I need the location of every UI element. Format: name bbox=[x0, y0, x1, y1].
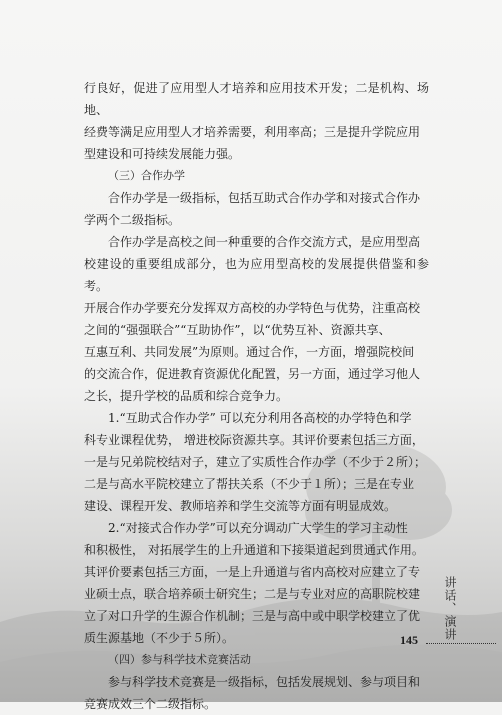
text-line: 二是与高水平院校建立了帮扶关系（不少于１所）；三是在专业 bbox=[84, 477, 415, 491]
text-line: 建设、课程开发、教师培养和学生交流等方面有明显成效。 bbox=[84, 499, 397, 513]
text-line: 之长，提升学校的品质和综合竞争力。 bbox=[84, 389, 289, 403]
body-text bbox=[84, 77, 429, 715]
text-line: 型建设和可持续发展能力强。 bbox=[84, 147, 241, 161]
text-line: 互惠互利、共同发展”为原则。通过合作，一方面，增强院校间 bbox=[84, 345, 415, 359]
text-line: 竞赛成效三个二级指标。 bbox=[84, 697, 217, 711]
text-line: 校建设的重要组成部分，也为应用型高校的发展提供借鉴和参考。 bbox=[84, 257, 429, 293]
text-line: 之间的“强强联合”“互助协作”，以“优势互补、资源共享、 bbox=[84, 323, 391, 337]
text-line: 学两个二级指标。 bbox=[84, 213, 181, 227]
text-line: 合作办学是高校之间一种重要的合作交流方式，是应用型高 bbox=[108, 235, 421, 249]
section-heading: （四）参与科学技术竞赛活动 bbox=[108, 653, 251, 666]
text-line: 和积极性， 对拓展学生的上升通道和下接渠道起到贯通式作用。 bbox=[84, 543, 424, 557]
text-line: 立了对口升学的生源合作机制；三是与高中或中职学校建立了优 bbox=[84, 609, 421, 623]
text-line: 的交流合作，促进教育资源优化配置，另一方面，通过学习他人 bbox=[84, 367, 421, 381]
text-line: 行良好，促进了应用型人才培养和应用技术开发；二是机构、场地、 bbox=[84, 81, 429, 117]
text-line: 一是与兄弟院校结对子，建立了实质性合作办学（不少于２所）； bbox=[84, 455, 427, 469]
page-number-leader bbox=[426, 643, 496, 644]
text-line: 质生源基地（不少于５所）。 bbox=[84, 631, 235, 645]
text-line: 2.“对接式合作办学”可以充分调动广大学生的学习主动性 bbox=[108, 521, 408, 535]
text-line: 其评价要素包括三方面，一是上升通道与省内高校对应建立了专 bbox=[84, 565, 421, 579]
text-line: 经费等满足应用型人才培养需要，利用率高；三是提升学院应用 bbox=[84, 125, 421, 139]
chapter-side-tab: 讲话、演讲 bbox=[443, 576, 457, 641]
section-heading: （三）合作办学 bbox=[108, 169, 185, 182]
text-line: 开展合作办学要充分发挥双方高校的办学特色与优势，注重高校 bbox=[84, 301, 421, 315]
text-line: 科专业课程优势， 增进校际资源共享。其评价要素包括三方面， bbox=[84, 433, 424, 447]
text-line: 业硕士点，联合培养硕士研究生；二是与专业对应的高职院校建 bbox=[84, 587, 421, 601]
text-line: 合作办学是一级指标，包括互助式合作办学和对接式合作办 bbox=[108, 191, 421, 205]
text-line: 参与科学技术竞赛是一级指标，包括发展规划、参与项目和 bbox=[108, 675, 421, 689]
text-line: 1.“互助式合作办学” 可以充分利用各高校的办学特色和学 bbox=[108, 411, 412, 425]
page-number: 145 bbox=[400, 633, 418, 647]
